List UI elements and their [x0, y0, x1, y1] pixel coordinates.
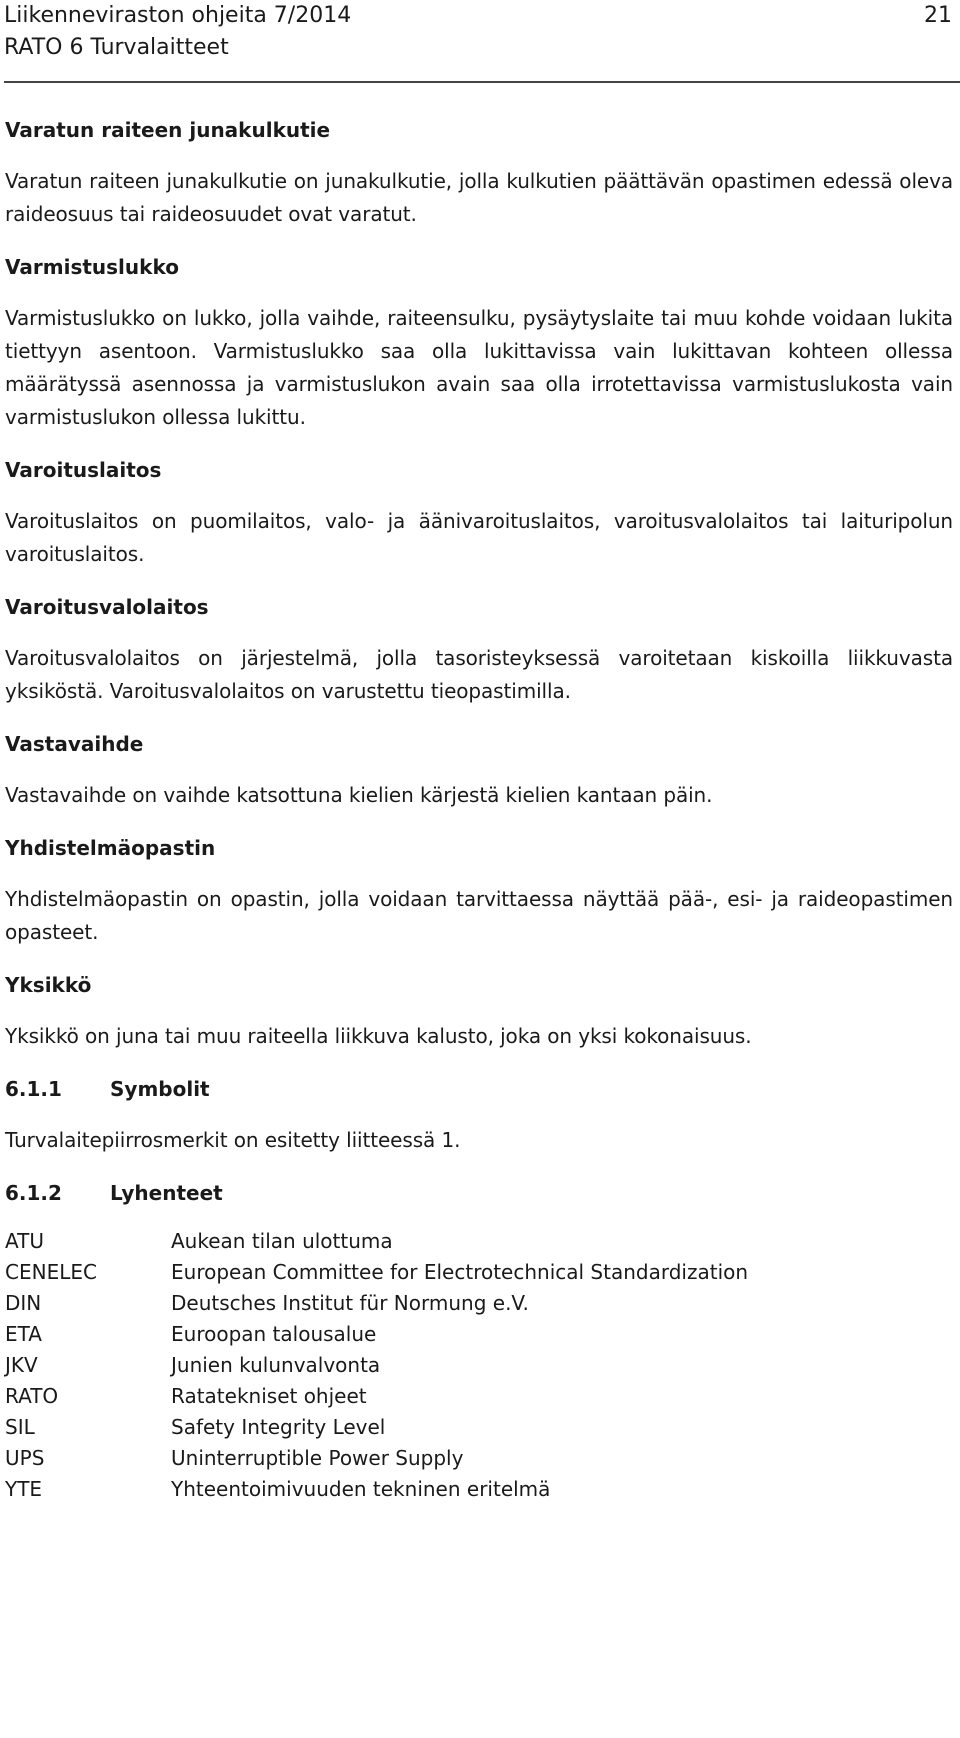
- abbreviation-code: YTE: [5, 1477, 43, 1501]
- abbreviation-meaning: European Committee for Electrotechnical Standardization: [171, 1260, 749, 1284]
- abbreviation-meaning: Aukean tilan ulottuma: [171, 1229, 393, 1253]
- term-definition: Yhdistelmäopastin on opastin, jolla voidaan tarvittaessa näyttää pää-, esi- ja raideopastimen opasteet.: [5, 887, 953, 944]
- abbreviation-row: [5, 1226, 748, 1257]
- abbreviation-meaning: Ratatekniset ohjeet: [171, 1384, 367, 1408]
- abbreviations-heading-number: 6.1.2: [5, 1181, 62, 1205]
- abbreviation-code: SIL: [5, 1415, 35, 1439]
- term-heading: Yhdistelmäopastin: [5, 836, 216, 860]
- term-heading: Varatun raiteen junakulkutie: [5, 118, 331, 142]
- abbreviations-table: [5, 1226, 748, 1505]
- term-heading: Varmistuslukko: [5, 255, 179, 279]
- abbreviation-meaning: Deutsches Institut für Normung e.V.: [171, 1291, 529, 1315]
- abbreviation-meaning: Uninterruptible Power Supply: [171, 1446, 464, 1470]
- abbreviation-row: [5, 1350, 748, 1381]
- symbols-heading-title: Symbolit: [110, 1077, 210, 1101]
- term-heading: Yksikkö: [5, 973, 92, 997]
- term-definition: Yksikkö on juna tai muu raiteella liikkuva kalusto, joka on yksi kokonaisuus.: [5, 1024, 752, 1048]
- term-definition: Varoituslaitos on puomilaitos, valo- ja äänivaroituslaitos, varoitusvalolaitos tai laituripolun varoituslaitos.: [5, 509, 953, 566]
- abbreviation-meaning: Junien kulunvalvonta: [171, 1353, 381, 1377]
- abbreviation-meaning: Safety Integrity Level: [171, 1415, 386, 1439]
- abbreviation-code: UPS: [5, 1446, 45, 1470]
- term-definition: Varatun raiteen junakulkutie on junakulkutie, jolla kulkutien päättävän opastimen edessä oleva raideosuus tai raideosuudet ovat varatut.: [5, 169, 953, 226]
- term-definition: Vastavaihde on vaihde katsottuna kielien kärjestä kielien kantaan päin.: [5, 783, 713, 807]
- abbreviation-code: DIN: [5, 1291, 42, 1315]
- abbreviation-meaning: Euroopan talousalue: [171, 1322, 377, 1346]
- term-definition: Varmistuslukko on lukko, jolla vaihde, raiteensulku, pysäytyslaite tai muu kohde voidaan lukita tiettyyn asentoon. Varmistuslukko saa olla lukittavissa vain lukittavan kohteen ollessa määrätyssä asennossa ja varmistuslukon avain saa olla irrotettavissa varmistuslukosta vain varmistuslukon ollessa lukittu.: [5, 306, 953, 429]
- header-divider: [4, 81, 960, 83]
- abbreviation-row: [5, 1319, 748, 1350]
- abbreviation-code: JKV: [5, 1353, 38, 1377]
- term-heading: Vastavaihde: [5, 732, 144, 756]
- section-title: RATO 6 Turvalaitteet: [4, 35, 229, 60]
- abbreviations-heading: [5, 1178, 953, 1208]
- term-heading: Varoituslaitos: [5, 458, 162, 482]
- abbreviation-row: [5, 1257, 748, 1288]
- abbreviation-row: [5, 1474, 748, 1505]
- abbreviation-code: ATU: [5, 1229, 44, 1253]
- term-heading: Varoitusvalolaitos: [5, 595, 209, 619]
- abbreviation-row: [5, 1288, 748, 1319]
- page-content: [5, 115, 953, 1505]
- abbreviation-meaning: Yhteentoimivuuden tekninen eritelmä: [171, 1477, 551, 1501]
- symbols-heading: [5, 1074, 953, 1104]
- page-header: [4, 2, 952, 84]
- abbreviation-row: [5, 1381, 748, 1412]
- abbreviation-row: [5, 1412, 748, 1443]
- abbreviations-heading-title: Lyhenteet: [110, 1181, 223, 1205]
- page-number: 21: [924, 3, 952, 28]
- abbreviation-code: ETA: [5, 1322, 42, 1346]
- abbreviation-row: [5, 1443, 748, 1474]
- document-title: Liikenneviraston ohjeita 7/2014: [4, 3, 352, 28]
- abbreviation-code: CENELEC: [5, 1260, 97, 1284]
- term-definition: Varoitusvalolaitos on järjestelmä, jolla tasoristeyksessä varoitetaan kiskoilla liikkuvasta yksiköstä. Varoitusvalolaitos on varustettu tieopastimilla.: [5, 646, 953, 703]
- abbreviation-code: RATO: [5, 1384, 59, 1408]
- symbols-heading-number: 6.1.1: [5, 1077, 62, 1101]
- symbols-text: Turvalaitepiirrosmerkit on esitetty liitteessä 1.: [5, 1128, 461, 1152]
